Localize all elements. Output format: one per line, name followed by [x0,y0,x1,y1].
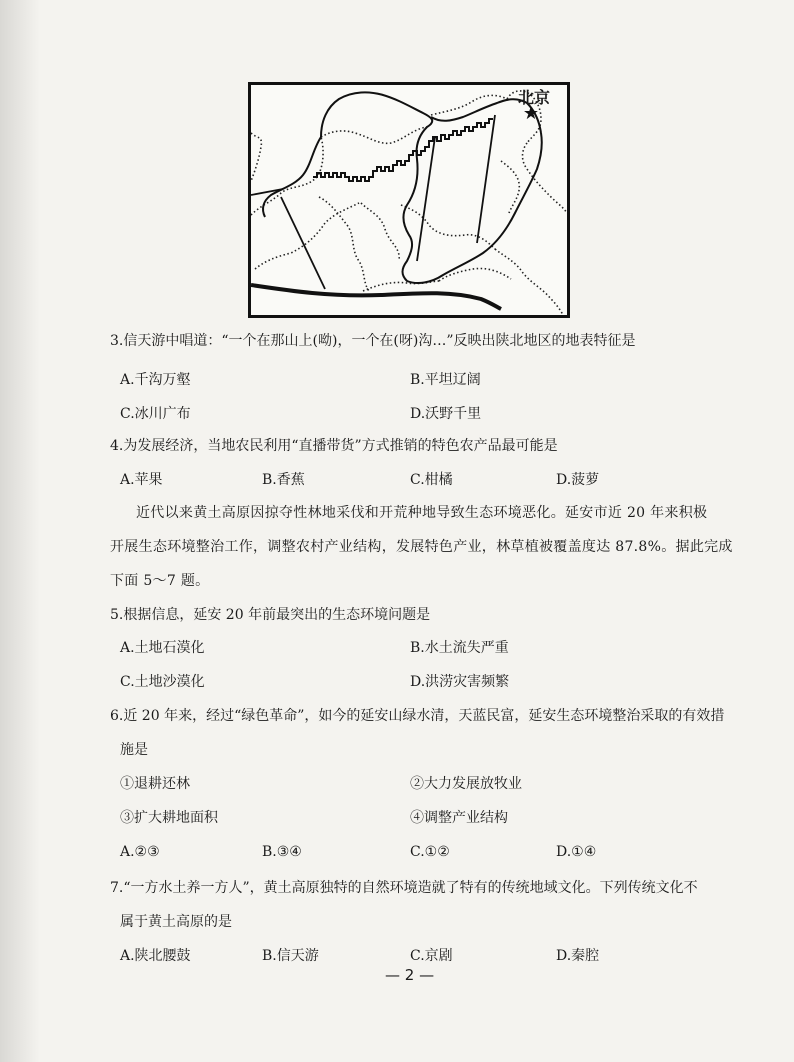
beijing-star-icon: ★ [522,103,540,124]
map-figure [248,82,570,318]
page-edge-shadow [0,0,40,1062]
q6-stem-line-1: 6.近 20 年来，经过“绿色革命”，如今的延安山绿水清，天蓝民富，延安生态环境整治采取的有效措 [110,708,725,724]
q5-option-a: A.土地石漠化 [120,640,205,656]
map-label-beijing: 北京 [518,88,551,107]
q4-option-c: C.柑橘 [410,472,453,488]
q3-option-c: C.冰川广布 [120,406,191,422]
passage-line-2: 开展生态环境整治工作，调整农村产业结构，发展特色产业，林草植被覆盖度达 87.8%。据此完成 [110,539,733,555]
q6-choice-4: ④调整产业结构 [410,810,508,826]
q6-option-d: D.①④ [556,844,597,860]
q6-stem-line-2: 施是 [120,742,148,758]
passage-line-3: 下面 5～7 题。 [110,573,210,589]
q7-option-c: C.京剧 [410,948,453,964]
q3-option-a: A.千沟万壑 [120,372,191,388]
q6-choice-1: ①退耕还林 [120,776,190,792]
map-drawing [251,85,567,315]
q4-option-b: B.香蕉 [262,472,305,488]
q6-choice-3: ③扩大耕地面积 [120,810,218,826]
q3-option-b: B.平坦辽阔 [410,372,481,388]
q7-option-d: D.秦腔 [556,948,600,964]
q4-option-d: D.菠萝 [556,472,600,488]
q5-option-b: B.水土流失严重 [410,640,509,656]
passage-line-1: 近代以来黄土高原因掠夺性林地采伐和开荒种地导致生态环境恶化。延安市近 20 年来积极 [136,505,708,521]
q3-stem: 3.信天游中唱道：“一个在那山上(呦)，一个在(呀)沟…”反映出陕北地区的地表特征是 [110,333,636,349]
q3-option-d: D.沃野千里 [410,406,482,422]
q4-option-a: A.苹果 [120,472,163,488]
q6-option-c: C.①② [410,844,450,860]
q7-option-a: A.陕北腰鼓 [120,948,191,964]
page-number: — 2 — [385,966,435,984]
q4-stem: 4.为发展经济，当地农民利用“直播带货”方式推销的特色农产品最可能是 [110,438,558,454]
q6-option-b: B.③④ [262,844,302,860]
q5-option-c: C.土地沙漠化 [120,674,205,690]
q7-stem-line-2: 属于黄土高原的是 [120,914,232,930]
q7-stem-line-1: 7.“一方水土养一方人”，黄土高原独特的自然环境造就了特有的传统地域文化。下列传统文化不 [110,880,698,896]
q5-option-d: D.洪涝灾害频繁 [410,674,510,690]
q6-option-a: A.②③ [120,844,160,860]
q6-choice-2: ②大力发展放牧业 [410,776,522,792]
q7-option-b: B.信天游 [262,948,319,964]
q5-stem: 5.根据信息，延安 20 年前最突出的生态环境问题是 [110,607,431,623]
